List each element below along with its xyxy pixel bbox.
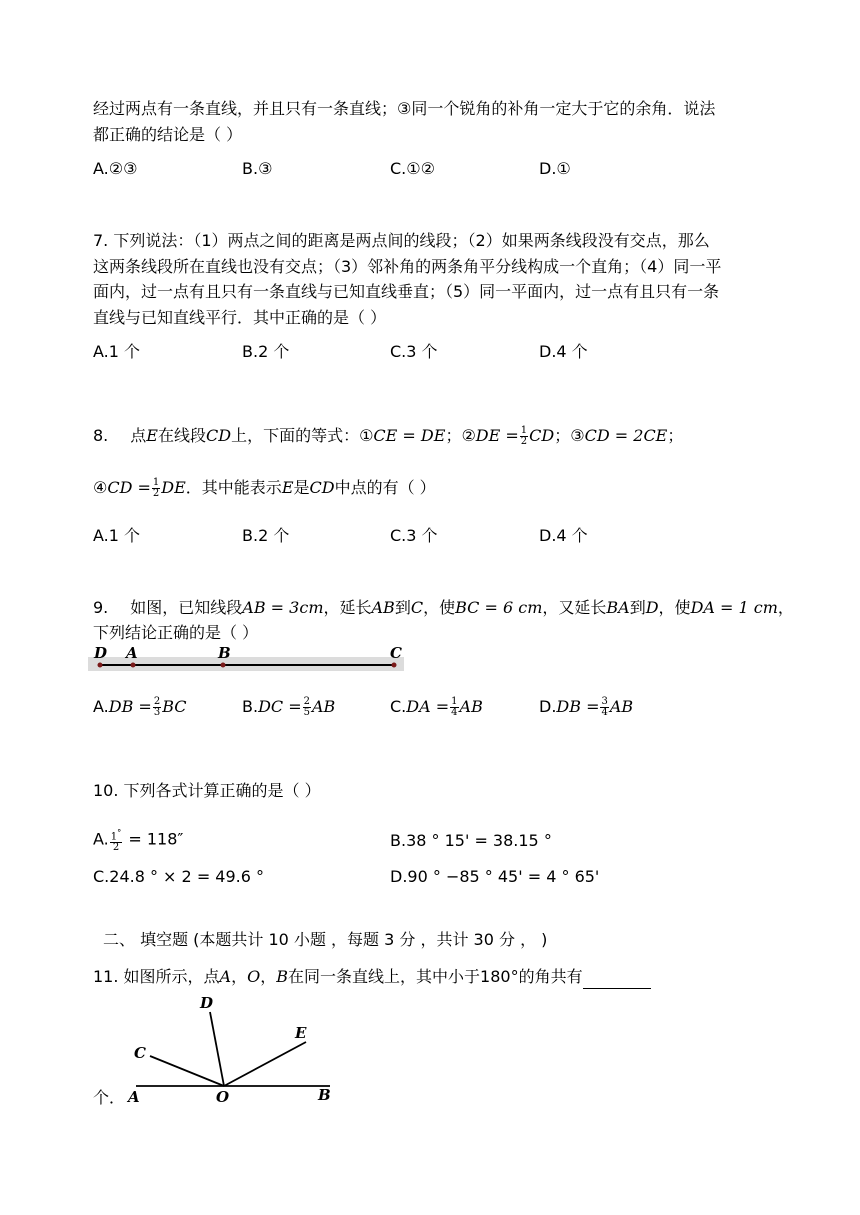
q7-option-d: D.4 个 xyxy=(539,342,588,361)
section-heading: 二、 填空题 (本题共计 10 小题 ，每题 3 分 ，共计 30 分 ， ) xyxy=(103,930,548,949)
q8-text: 在线段 xyxy=(157,426,206,445)
q10-option-c: C.24.8 ° × 2 = 49.6 ° xyxy=(93,867,265,886)
label-b: B xyxy=(318,1086,331,1104)
q9-math: BC = 6 cm xyxy=(455,598,543,617)
q8-eq4: DE xyxy=(161,478,186,497)
q7-option-b: B.2 个 xyxy=(242,342,290,361)
q8-math: E xyxy=(281,478,294,497)
frac-den: 5 xyxy=(303,707,310,718)
q7-option-a: A.1 个 xyxy=(93,342,141,361)
q8-eq-mark: ③ xyxy=(570,426,585,445)
frac-num: 2 xyxy=(303,696,310,707)
q8-text: 是 xyxy=(293,478,310,497)
q9-text: 到 xyxy=(629,598,646,617)
q8-math: CD xyxy=(309,478,335,497)
option-math: DB = xyxy=(108,697,152,716)
q9-option-a xyxy=(93,695,187,719)
option-math: DA = xyxy=(406,697,450,716)
q7-line4: 直线与已知直线平行．其中正确的是（ ） xyxy=(93,308,387,327)
q9-line1 xyxy=(93,596,794,620)
label-a: A xyxy=(128,1088,140,1106)
ray-oc xyxy=(150,1056,224,1086)
q8-option-a: A.1 个 xyxy=(93,526,141,545)
q8-text: 点 xyxy=(130,426,147,445)
q11-sep: ， xyxy=(231,967,248,986)
q10-option-a xyxy=(93,827,183,853)
option-fraction xyxy=(450,697,458,718)
label-o: O xyxy=(216,1088,230,1106)
label-d: D xyxy=(94,644,108,662)
q11-text: 在同一条直线上，其中小于180°的角共有 xyxy=(288,967,583,986)
q8-sep: ； xyxy=(667,426,684,445)
q9-math: AB = 3cm xyxy=(242,598,324,617)
frac-den: 2 xyxy=(520,436,528,447)
q8-text: ．其中能表示 xyxy=(185,478,282,497)
q9-option-c xyxy=(390,695,483,719)
q8-number: 8. xyxy=(93,426,109,445)
q9-math: C xyxy=(410,598,424,617)
q8-fraction-half xyxy=(520,426,528,447)
q11-angle-figure xyxy=(120,990,350,1110)
q6-option-a: A.②③ xyxy=(93,159,138,178)
point-b xyxy=(221,663,226,668)
option-prefix: A. xyxy=(93,829,109,849)
label-d: D xyxy=(200,994,214,1012)
q8-math: E xyxy=(146,426,158,445)
q9-segment-figure xyxy=(88,643,408,673)
q8-option-d: D.4 个 xyxy=(539,526,588,545)
q7-line1: 7. 下列说法：（1）两点之间的距离是两点间的线段；（2）如果两条线段没有交点，那么 xyxy=(93,231,710,250)
frac-num: 1 xyxy=(451,696,458,707)
option-prefix: A. xyxy=(93,697,109,716)
option-math: AB xyxy=(312,697,336,716)
ray-od xyxy=(210,1012,224,1086)
q10-option-b: B.38 ° 15' = 38.15 ° xyxy=(390,831,552,850)
frac-num: 1 xyxy=(520,425,528,436)
q11-text: 11. 如图所示，点 xyxy=(93,967,220,986)
frac-den: 2 xyxy=(152,488,160,499)
frac-den: 4 xyxy=(601,707,608,718)
q7-line3: 面内，过一点有且只有一条直线与已知直线垂直；（5）同一平面内，过一点有且只有一条 xyxy=(93,282,720,301)
frac-num: 1 xyxy=(152,477,160,488)
q6-line2: 都正确的结论是（ ） xyxy=(93,125,243,144)
q9-text: ，使 xyxy=(423,598,456,617)
label-b: B xyxy=(218,644,231,662)
option-fraction xyxy=(303,697,311,718)
degree-mark: ° xyxy=(117,827,122,837)
q9-number: 9. xyxy=(93,598,109,617)
q9-option-d xyxy=(539,695,633,719)
q9-math: AB xyxy=(371,598,395,617)
frac-num-digit: 1 xyxy=(110,831,118,843)
frac-num xyxy=(110,827,123,843)
q7-line2: 这两条线段所在直线也没有交点；（3）邻补角的两条角平分线构成一个直角；（4）同一平 xyxy=(93,257,722,276)
frac-den: 2 xyxy=(112,842,120,854)
q8-eq2: CD xyxy=(529,426,555,445)
q11-tail: 个． xyxy=(93,1088,126,1107)
q8-sep: ； xyxy=(554,426,571,445)
label-e: E xyxy=(295,1024,307,1042)
q11-math: O xyxy=(247,967,261,986)
q8-eq-mark: ① xyxy=(359,426,374,445)
q7-option-c: C.3 个 xyxy=(390,342,438,361)
q6-line1: 经过两点有一条直线，并且只有一条直线；③同一个锐角的补角一定大于它的余角．说法 xyxy=(93,99,716,118)
q8-eq4: CD = xyxy=(107,478,151,497)
point-a xyxy=(131,663,136,668)
frac-num: 2 xyxy=(153,696,161,707)
frac-num: 3 xyxy=(601,696,608,707)
option-math: DC = xyxy=(258,697,302,716)
option-prefix: D. xyxy=(539,697,557,716)
option-math: = 118″ xyxy=(123,829,184,849)
label-a: A xyxy=(126,644,138,662)
q6-option-c: C.①② xyxy=(390,159,435,178)
option-fraction xyxy=(110,827,123,853)
q8-line2 xyxy=(93,476,436,500)
point-d xyxy=(98,663,103,668)
q9-math: DA = 1 cm xyxy=(690,598,778,617)
option-prefix: B. xyxy=(242,697,259,716)
q6-option-b: B.③ xyxy=(242,159,273,178)
q8-eq-mark: ② xyxy=(461,426,476,445)
q8-eq2: DE = xyxy=(475,426,519,445)
option-prefix: C. xyxy=(390,697,407,716)
q8-eq1: CE = DE xyxy=(373,426,446,445)
q8-text: 中点的有（ ） xyxy=(334,478,436,497)
q9-math: D xyxy=(645,598,659,617)
q6-option-d: D.① xyxy=(539,159,571,178)
option-fraction xyxy=(600,697,608,718)
q9-text: 如图，已知线段 xyxy=(130,598,243,617)
ray-oe xyxy=(224,1042,306,1086)
label-c: C xyxy=(390,644,402,662)
q9-math: BA xyxy=(606,598,630,617)
q8-math: CD xyxy=(205,426,232,445)
q8-eq3: CD = 2CE xyxy=(584,426,668,445)
q9-text: 到 xyxy=(394,598,411,617)
q9-text: ，又延长 xyxy=(542,598,607,617)
frac-den: 4 xyxy=(451,707,458,718)
option-fraction xyxy=(153,697,161,718)
option-math: BC xyxy=(162,697,187,716)
option-math: DB = xyxy=(556,697,600,716)
q8-fraction-half xyxy=(152,478,160,499)
label-c: C xyxy=(134,1044,146,1062)
q11-math: A xyxy=(219,967,232,986)
q10-line1: 10. 下列各式计算正确的是（ ） xyxy=(93,781,321,800)
q8-sep: ； xyxy=(445,426,462,445)
q8-eq-mark: ④ xyxy=(93,478,108,497)
q10-option-d: D.90 ° −85 ° 45' = 4 ° 65' xyxy=(390,867,600,886)
answer-blank[interactable] xyxy=(583,970,651,989)
q9-text: ，延长 xyxy=(323,598,372,617)
q9-option-b xyxy=(242,695,335,719)
q11-math: B xyxy=(276,967,289,986)
q8-line1 xyxy=(93,424,683,448)
q9-line2: 下列结论正确的是（ ） xyxy=(93,623,259,642)
point-c xyxy=(392,663,397,668)
option-math: AB xyxy=(609,697,634,716)
q9-text: ， xyxy=(777,598,794,617)
q8-option-c: C.3 个 xyxy=(390,526,438,545)
q8-option-b: B.2 个 xyxy=(242,526,290,545)
q11-line1 xyxy=(93,965,651,989)
q11-sep: ， xyxy=(260,967,277,986)
q9-text: ，使 xyxy=(658,598,691,617)
option-math: AB xyxy=(459,697,483,716)
frac-den: 3 xyxy=(153,707,161,718)
q8-text: 上，下面的等式： xyxy=(231,426,360,445)
